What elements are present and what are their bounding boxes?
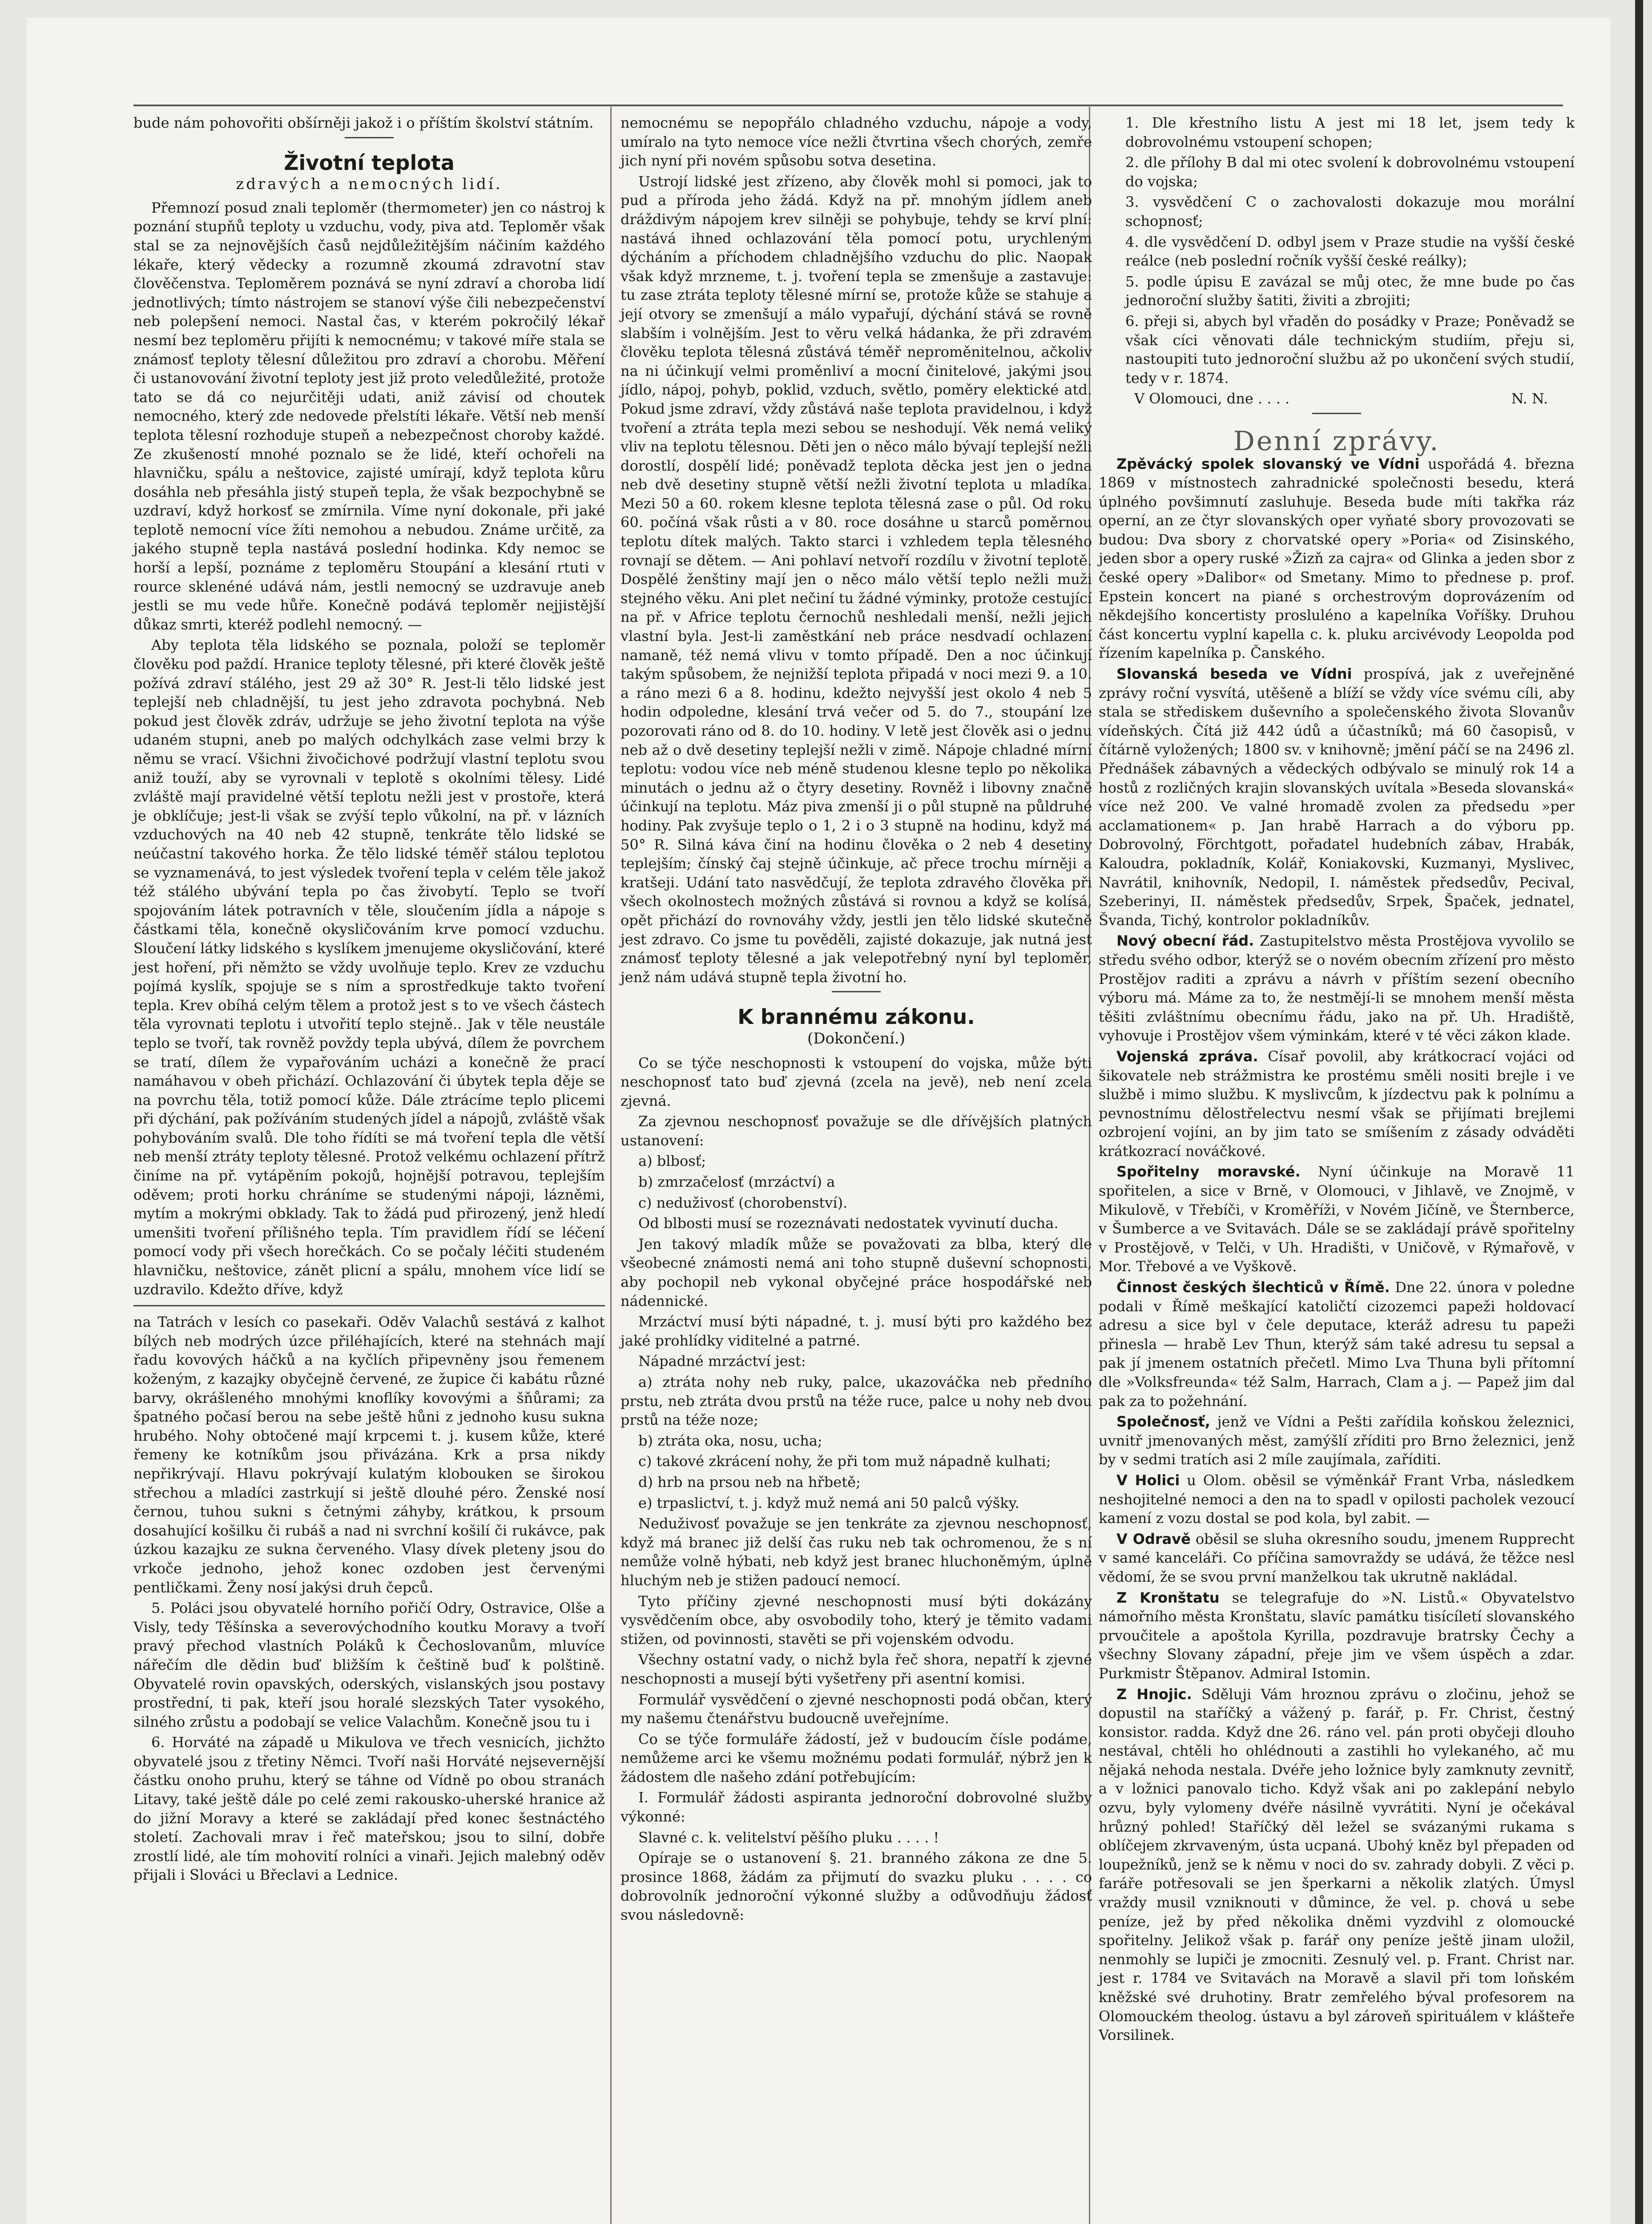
- column-3: [1099, 113, 1575, 2047]
- news-item: [1099, 1685, 1575, 2045]
- paragraph: Mrzáctví musí býti nápadné, t. j. musí býti pro každého bez jaké prohlídky viditelné a patrné.: [621, 1313, 1092, 1349]
- list-item: 6. přeji si, abych byl vřaděn do posádky v Praze; Poněvadž se však cíci věnovati dále technickým studiím, přeju si, nastoupiti tuto jednoroční službu až po ukončení svých studií, tedy v r. 1874.: [1125, 312, 1575, 387]
- news-text: Nyní účinkuje na Moravě 11 spořitelen, a sice v Brně, v Olomouci, v Jihlavě, ve Znojmě, v Mikulově, v Třebíči, v Kroměříži, v Novém Jičíně, ve Šternberce, v Šumberce a ve Svitavách. Dále se se zakládají právě spořitelny v Prostějově, v Telči, v Uh. Hradišti, v Uničově, v Rýmařově, v Mor. Třebové a ve Vyškově.: [1099, 1163, 1575, 1275]
- paragraph: Aby teplota těla lidského se poznala, položí se teploměr člověku pod paždí. Hranice teploty tělesné, při které člověk ještě požívá zdraví stálého, jest 29 až 30° R. Jest-li tělo lidské jest teplejší neb chladnější, tu jest jeho zdravota pochybná. Neb pokud jest člověk zdráv, udržuje se jeho životní teplota na výše udaném stupni, aneb po malých odchylkách zase velmi brzy k němu se vrací. Všichni živočichové podržují vlastní teplotu svou aniž touží, aby se vyrovnali v teplotě s okolními tělesy. Lidé zvláště mají pravidelné větší teplotu nežli jest v prostoře, která je obklíčuje; jest-li však se zvýší teplo vůkolní, na př. v lázních vzduchových na 40 neb 42 stupně, tenkráte tělo lidské se neúčastní takového horka. Že tělo lidské téměř stálou teplotou se vyznamenává, to jest výsledek tvoření tepla v celém těle jakož též stálého ubývání tepla po čas živobytí. Teplo se tvoří spojováním látek potravních v těle, sloučením jídla a nápoje s částkami těla, konečně okysličováním krve pomocí vzduchu. Sloučení látky lidského s kyslíkem jmenujeme okysličování, které jest hoření, při němžto se vždy uvolňuje teplo. Krev ze vzduchu pojímá kyslík, spojuje se s ním a sprostředkuje takto tvoření tepla. Krev obíhá celým tělem a protož jest s to ve všech částech těla vyrovnati teplotu i utvořití teplo stejně.. Jak v těle neustále teplo se tvoří, tak rovněž povždy tepla ubývá, dílem že povrchem se tratí, dílem že vypařováním ucházi a konečně že prací namáhavou v obeh přichází. Ochlazování či úbytek tepla děje se na povrchu těla, totiž pomocí kůže. Dále ztrácíme teplo plicemi při dýchání, pak požíváním studených jídel a nápojů, zvláště však pohybováním svalů. Dle toho řídíti se má tvoření tepla dle větší neb menší ztráty teploty tělesné. Protož velkému ochlazení přítrž činíme na př. vytápěním pokojů, hojnější potravou, teplejším oděvem; proti horku chráníme se studenými nápoji, lázněmi, mytím a mokrými obklady. Tak to žádá pud přirozený, jenž hledí umenšiti tvoření přílišného tepla. Tím pravidlem řídí se léčení pomocí vody při všech horečkách. Co se počaly léčiti studeném hlavničku, neštovice, zánět plicní a spálu, mnohem více lidí se uzdravilo. Kdežto dříve, když: [133, 637, 605, 1298]
- news-item: [1099, 1412, 1575, 1469]
- paragraph: a) blbosť;: [638, 1152, 706, 1170]
- column-2: [621, 113, 1092, 1926]
- news-kicker: V Holici: [1116, 1471, 1180, 1489]
- place-date: V Olomouci, dne . . . .: [1134, 390, 1290, 407]
- list-item: 2. dle přílohy B dal mi otec svolení k dobrovolnému vstoupení do vojska;: [1125, 154, 1575, 190]
- signature-line: [1099, 389, 1575, 408]
- paragraph: Za zjevnou neschopnosť považuje se dle dřívějších platných ustanovení:: [621, 1113, 1092, 1149]
- news-kicker: Z Kronštatu: [1116, 1589, 1220, 1606]
- news-item: [1099, 455, 1575, 663]
- news-kicker: Spořitelny moravské.: [1116, 1163, 1301, 1180]
- paragraph: 5. Poláci jsou obyvatelé horního pořičí Odry, Ostravice, Olše a Visly, tedy Těšínska a severovýchodního koutku Moravy a tvoří pravý přechod vlastních Poláků k Čechoslovanům, mluvíce nářečím dle dědin buď bližším k češtině buď k polštině. Obyvatelé rovin opavských, oderských, vislanských jsou postavy prostřední, ti pak, kteří jsou horalé slezských Tater vysokého, silného zrůstu a podobají se velice Valachům. Konečně jsou tu i: [133, 1600, 605, 1730]
- numbered-list: [1099, 113, 1575, 387]
- paragraph: Jen takový mladík může se považovati za blba, který dle všeobecné známosti nemá ani toho stupně duševní schopnosti, aby pochopil neb vykonal obyčejné práce hospodářské neb nádennické.: [621, 1235, 1092, 1309]
- paragraph: c) takové zkrácení nohy, že při tom muž nápadně kulhati;: [638, 1453, 1051, 1470]
- paragraph: nemocnému se nepopřálo chladného vzduchu, nápoje a vody, umíralo na tyto nemoce více nežli čtvrtina všech chorých, zemře jich nyní při novém spůsobu sotva desetina.: [621, 114, 1092, 169]
- news-item: [1099, 1588, 1575, 1683]
- paragraph: Ustrojí lidské jest zřízeno, aby člověk mohl si pomoci, jak to pud a příroda jeho žádá. Když na př. mnohým jídlem aneb dráždivým nápojem krev silněji se pohybuje, tehdy se krví plní: nastává ihned ochlazování těla pomocí potu, urychleným dýcháním a příchodem chladnějšího vzduchu do plic. Naopak však když mrzneme, t. j. tvoření tepla se zmenšuje a zastavuje: tu zase ztráta teploty tělesné mírní se, protože kůže se stahuje a její otvory se zmenšují a málo vypařují, dýchání stává se rovně slabším i volnějším. Jest to věru velká hádanka, že při zdravém člověku teplota tělesná zůstává téměř neproměnitelnou, ačkoliv na ni účinkují velmi proměnliví a mocní činitelové, jakými jsou jídlo, nápoj, pohyb, poklid, vzduch, světlo, poměry elektické atd. Pokud jsme zdraví, vždy zůstává naše teplota pravidelnou, i když tvoření a ztráta tepla mezi sebou se neshodují. Věk nemá veliký vliv na teplotu tělesnou. Děti jen o něco málo bývají teplejší nežli dorostlí, dospělí lidé; poněvadž teplota děcka jest jen o jedna neb dvě desetiny stupně větší nežli životní teplota u mladíka. Mezi 50 a 60. rokem klesne teplota tělesná zase o půl. Od roku 60. počíná však růsti a v 80. roce dosáhne u starců poměrnou teplotu dítek malých. Takto starci i vzhledem tepla tělesného rovnají se dětem. — Ani pohlaví netvoří rozdílu v životní teplotě. Dospělé ženštiny mají jen o něco málo větší teplo nežli muži stejného věku. Ani plet nečiní tu žádné výminky, protože cestující na př. v Africe teplotu černochů neshledali menší, nežli jejich vlastní byla. Jest-li zaměstkání neb práce nesdvadí ochlazení namaně, též nemá vlivu v tomto případě. Den a noc účinkují takým spůsobem, že nejnižší teplota připadá v noci mezi 9. a 10. a ráno mezi 6 a 8. hodinu, kdežto nejvyšší jest okolo 4 neb 5 hodin odpoledne, klesání trvá večer od 5. do 7., stoupání lze pozorovati ráno od 8. do 10. hodiny. V letě jest člověk asi o jednu neb až o dvě desetiny teplejší nežli v zimě. Nápoje chladné mírní teplotu: vodou více neb méně studenou klesne teplo po několika minutách o jednu až o čtyry desetiny. Rovněž i libovny značně účinkují na teplotu. Máz piva zmenší ji o půl stupně na půldruhé hodiny. Pak zvyšuje teplo o 1, 2 i o 3 stupně na hodinu, když má 50° R. Silná káva činí na hodinu člověka o 2 neb 4 desetiny teplejším; čínský čaj stejně účinkuje, ač přece trochu mírněji a kratšeji. Udání tato nasvědčují, že teplota zdravého člověka při všech okolnostech možných zůstává si rovnou a když se kolísá, opět přichází do rovnováhy vždy, jestli jen tělo lidské skutečně jest zdravo. Co jsme tu pověděli, zajisté dokazuje, jak nutná jest známosť teploty tělesné a jak velepotřebný nyní byl teploměr, jenž nám udává stupně tepla životní ho.: [621, 173, 1092, 986]
- signature: N. N.: [1511, 390, 1548, 407]
- column-1: [133, 113, 605, 1886]
- paragraph: Od blbosti musí se rozeznávati nedostatek vyvinutí ducha.: [638, 1215, 1059, 1232]
- news-kicker: Slovanská beseda ve Vídni: [1116, 665, 1352, 683]
- paragraph: Tyto příčiny zjevné neschopnosti musí býti dokázány vysvědčením obce, aby osvobodily toho, který je těmito vadami stižen, od povinnosti, stavěti se při vojenském odvodu.: [621, 1592, 1092, 1648]
- article-title: Životní teplota: [284, 150, 455, 175]
- news-kicker: Vojenská zpráva.: [1116, 1048, 1258, 1065]
- list-item: 5. podle úpisu E zavázal se můj otec, že mne bude po čas jednoroční služby šatiti, živiti a zbrojiti;: [1125, 273, 1575, 309]
- news-text: prospívá, jak z uveřejněné zprávy roční vysvítá, utěšeně a blíží se vždy více svému cíli, aby stala se střediskem duševního a společenského života Slovanův vídeňských. Čítá již 442 údů a účastníků; má 60 časopisů, v čítárně vyložených; 1800 sv. v knihovně; jmění páčí se na 2496 zl. Přednášek zábavných a vědeckých odbývalo se minulý rok 14 a hostů z rozličných krajin slovanských uvítala »Beseda slovanská« více než 200. Ve valné hromadě zvolen za předsedu »per acclamationem« p. Jan hrabě Harrach a do výboru pp. Dobrovolný, Förchtgott, pořadatel hudebních zábav, Hrabák, Kaloudra, pokladník, Kolář, Koniakovski, Kuzmanyi, Myslivec, Navrátil, knihovník, Nedopil, I. náměstek předsedův, Pecival, Szeberinyi, II. náměstek předsedův, Srpek, Špaček, jednatel, Švanda, Tichý, kontrolor pokladníkův.: [1099, 665, 1575, 929]
- paragraph: I. Formulář žádosti aspiranta jednoroční dobrovolné služby výkonné:: [621, 1789, 1092, 1825]
- column-divider: [610, 107, 612, 2224]
- news-text: Zastupitelstvo města Prostějova vyvolilo se středu svého odbor, kterýž se o novém obecním zřízení pro město Prostějov raditi a zprávu a návrh v příštím sezení obecního výboru má. Máme za to, že nestmějí-li se mnohem menší města těšiti zvláštnímu obecnímu řádu, jako na př. Uh. Hradiště, vyhovuje i Prostějov všem výminkám, které v té věci zákon klade.: [1099, 932, 1575, 1044]
- news-text: Sděluji Vám hroznou zprávu o zločinu, jehož se dopustil na staříčký a vážený p. farář, p. Fr. Christ, čestný konsistor. radda. Když dne 26. ráno vel. pán proti obyčeji dlouho nestával, chtěli ho ohlédnouti a zastihli ho vylekaného, ač mu nějaká nehoda nestala. Dvéře jeho ložnice byly zamknuty zevnitř, a v ložnici panovalo ticho. Když však ani po zaklepání nebylo ozvu, byly vylomeny dvéře násilně vyvrátiti. Nyní je očekával hrůzný pohled! Staříčký děl ležel se svázanými rukama s oblíčejem zkrvaveným, ústa ucpaná. Ubohý kněz byl přepaden od loupežníků, jenž se k němu v noci do sv. zahrady dobyli. Z věci p. faráře potřesovali se jen šperkarni a několik zlatých. Úmysl vraždy musil vzniknouti v důmince, že vel. p. chová u sebe peníze, jež by před několika dněmi vyzdvihl z olomoucké spořitelny. Jelikož však p. farář ony peníze ještě jinam uložil, nenmohly se lupiči je zmocniti. Zesnulý vel. p. Frant. Christ nar. jest r. 1784 ve Svitavách na Moravě a slavil při tom loňském kněžské své druhotiny. Bratr zemřelého býval profesorem na Olomouckém theolog. ústavu a byl zároveň spirituálem v klášteře Vorsilinek.: [1099, 1685, 1575, 2044]
- paragraph: Formulář vysvědčení o zjevné neschopnosti podá občan, který my našemu čtenářstvu budoucně uveřejníme.: [621, 1691, 1092, 1727]
- paragraph: Co se týče formuláře žádostí, jež v budoucím čísle podáme, nemůžeme arci ke všemu možnému podati formulář, nýbrž jen k žádostem dle našeho zdání potřebujícím:: [621, 1730, 1092, 1785]
- paragraph: Přemnozí posud znali teploměr (thermometer) jen co nástroj k poznání stupňů teploty u vzduchu, vody, piva atd. Teploměr však stal se za nejnovějších časů nejdůležitějším náčiním každého lékaře, který vědecky a rozumně zkoumá zdravotní stav člověčenstva. Teploměrem poznává se nyní zdraví a choroba lidí jednotlivých; tímto nástrojem se stanoví výše čili nebezpečenství neb polepšení nemoci. Nastal čas, v kterém pokročilý lékař nesmí bez teploměru přijíti k nemocnému; v takové míře stala se známosť teploty tělesní důležitou pro zdraví a chorobu. Měření či ustanovování životní teploty jest již proto veledůležité, protože tato se dá co nejurčitěji udati, aniž závisí od choutek nemocného, který zde nedovede přelstíti lékaře. Větší neb menší teplota tělesní rozhoduje stupeň a nebezpečnost choroby každé. Ze zkušeností mnohé poznalo se že lidé, kteří ochořeli na hlavničku, spálu a neštovice, zajisté umírají, když teplota kůru dosáhla neb přesáhla jistý stupeň tepla, že však bezpochybně se uzdraví, když horkosť se zmírnila. Víme nyní dokonale, při jaké teplotě nemocní více žíti nemohou a nebudou. Známe určitě, za jakého stupně tepla nastává poslední hodinka. Kdy nemoc se horší a lepší, poznáme z teploměru Stoupání a klesání rtuti v rource sklenéné udává nám, jestli nemocný se uzdravuje aneb jestli se mu vede hůře. Konečně podává teploměr nejjistější důkaz smrti, kteréž podlehl nemocný. —: [133, 199, 605, 633]
- news-text: se telegrafuje do »N. Listů.« Obyvatelstvo námořního města Kronštatu, slavíc památku tisícíletí slovanského prvoučitele a apoštola Kyrilla, pozdravuje bratrsky Čechy a všechny Slovany západní, přeje jim ve všem úspěch a zdar. Purkmistr Štěpanov. Admiral Istomin.: [1099, 1589, 1575, 1682]
- news-text: Císař povolil, aby krátkocrací vojáci od šikovatele neb strážmistra ke prostému směli nositi brejle i ve službě i mimo službu. K myslivcům, k jízdectvu pak k polnímu a pevnostnímu dělostřelectvu nesmí však se přijímati brejlemi ozbrojení vojíni, an by jim tato se smíšením z zásady odváděti krátkozrací nováčkové.: [1099, 1048, 1575, 1160]
- news-item: [1099, 665, 1575, 930]
- section-title: Denní zprávy.: [1233, 425, 1440, 457]
- news-text: uspořádá 4. března 1869 v místnostech zahradnické společnosti besedu, která úplného povšimnutí zasluhuje. Beseda bude míti takřka ráz operní, an ze čtyr slovanských oper vyňaté sbory provozovati se budou: Dva sbory z chorvatské opery »Poria« od Zisinského, jeden sbor a opery ruské »Žizň za cajra« od Glinka a jeden sbor z české opery »Dalibor« od Smetany. Mimo to přednese p. prof. Epstein koncert na piané s orchestrovým doprovázením od někdejšího koncertisty prosluléno a kapelníka Voříšky. Druhou část koncertu vyplní kapella c. k. pluku arcivévody Leopolda pod řízením kapelníka p. Čanského.: [1099, 455, 1575, 662]
- news-kicker: Nový obecní řád.: [1116, 932, 1254, 950]
- paragraph: b) zmrzačelosť (mrzáctví) a: [638, 1173, 835, 1191]
- paragraph: Opíraje se o ustanovení §. 21. branného zákona ze dne 5. prosince 1868, žádám za přijmutí do svazku pluku . . . . co dobrovolník jednoroční výkonné služby a odůvodňuju žádosť svou následovně:: [621, 1849, 1092, 1924]
- news-item: [1099, 931, 1575, 1045]
- news-kicker: Společnosť,: [1116, 1413, 1210, 1430]
- paragraph: Co se týče neschopnosti k vstoupení do vojska, může býti neschopnosť tato buď zjevná (zcela na jevě), neb není zcela zjevná.: [621, 1054, 1092, 1109]
- paragraph: Všechny ostatní vady, o nichž byla řeč shora, nepatří k zjevné neschopnosti a musejí býti vyšetřeny při asentní komisi.: [621, 1651, 1092, 1687]
- paragraph: 6. Horváté na západě u Mikulova ve třech vesnicích, jichžto obyvatelé jsou z třetiny Němci. Tvoří naši Horváté nejsevernější částku onoho pruhu, který se táhne od Vídně po obou stranách Litavy, také ještě dále po celé zemi rakousko-uherské hranice až do jižní Moravy a které se zakládají před konec šestnáctého století. Zachovali mrav i řeč mateřskou; jsou to silní, dobře zrostlí lidé, ale tím mohovití rolníci a vinaři. Jejich malebný oděv přijali i Slováci u Břeclavi a Lednice.: [133, 1734, 605, 1884]
- news-text: Dne 22. února v poledne podali v Římě meškající katoličtí cizozemci papeži holdovací adresu a sice byl v čele deputace, kteráž adresu tu papeži přinesla — hrabě Lev Thun, kterýž sám také adresu tu sepsal a pak jí jmenem ostatních přečetl. Mimo Lva Thuna byli přítomní dle »Volksfreunda« též Salm, Harrach, Clam a j. — Papež jim dal pak za to požehnání.: [1099, 1279, 1575, 1410]
- news-text: u Olom. oběsil se výměnkář Frant Vrba, následkem neshojitelné nemoci a den na to spadl v opilosti pacholek vezoucí kamení z vozu dostal se pod kola, byl zabit. —: [1099, 1471, 1575, 1527]
- paragraph: na Tatrách v lesích co pasekaři. Oděv Valachů sestává z kalhot bílých neb modrých úzce přiléhajících, které na stehnách mají řadu kovových háčků a na kyčlích připevněny jsou řemenem koženým, z kazajky obyčejně červené, ze župice či kabátu různé barvy, okrášleného mnohými knoflíky kovovými a šňůrami; za špatného počasí berou na sebe ještě hůni z jednoho kusu sukna hrubého. Nohy obtočené mají krpcemi t. j. kusem kůže, které řemeny ke kotníkům jsou přivázána. Krk a prsa nikdy nepřikrývají. Hlavu pokrývají kulatým klobouken se širokou střechou a mladíci zastrkují si ještě dlouhé péro. Ženské nosí černou, tuhou sukni s četnými záhyby, krátkou, k prsoum dosahující košilku či rubáš a nad ni svrchní košilí či rukávce, pak úzkou kazajku ze sukna červeného. Vlasy dívek pleteny jsou do vrkoče jednoho, jehož konec ozdoben jest červenými pentličkami. Ženy nosí jakýsi druh čepců.: [133, 1313, 605, 1596]
- list-item: 3. vysvědčení C o zachovalosti dokazuje mou morální schopnosť;: [1125, 193, 1575, 230]
- article-title: K brannému zákonu.: [737, 1005, 975, 1029]
- paragraph: b) ztráta oka, nosu, ucha;: [638, 1432, 822, 1449]
- news-text: oběsil se sluha okresního soudu, jmenem Rupprecht v samé kanceláři. Co příčina samovraždy se udává, že těžce nesl vědomí, že se svou první manželkou tak ukrutně nakládal.: [1099, 1530, 1575, 1585]
- news-kicker: Činnost českých šlechticů v Římě.: [1116, 1279, 1390, 1296]
- page-edge-shadow: [1635, 0, 1643, 2224]
- news-text: jenž ve Vídni a Pešti zařídila koňskou železnici, uvnitř jmenovaných měst, zamýšlí zříditi pro Brno železnici, jenž by v sedmi tratích asi 2 míle zaujímala, zaříditi.: [1099, 1413, 1575, 1468]
- news-list: [1099, 455, 1575, 2045]
- rule: [345, 137, 394, 138]
- news-item: [1099, 1530, 1575, 1587]
- news-kicker: Z Hnojic.: [1116, 1685, 1192, 1703]
- paragraph: d) hrb na prsou neb na hřbetě;: [638, 1473, 861, 1491]
- news-item: [1099, 1162, 1575, 1276]
- rule: [133, 1305, 605, 1306]
- news-item: [1099, 1278, 1575, 1410]
- news-item: [1099, 1047, 1575, 1161]
- news-kicker: Zpěvácký spolek slovanský ve Vídni: [1116, 455, 1420, 472]
- paragraph: a) ztráta nohy neb ruky, palce, ukazováčka neb předního prstu, neb ztráta dvou prstů na téže ruce, palce u nohy neb dvou prstů na téže noze;: [621, 1374, 1092, 1429]
- rule: [1312, 413, 1361, 414]
- article-subtitle: zdravých a nemocných lidí.: [236, 175, 503, 193]
- top-rule: [133, 105, 1563, 106]
- article-subtitle: (Dokončení.): [807, 1029, 905, 1048]
- paragraph: Nápadné mrzáctví jest:: [638, 1353, 806, 1370]
- list-item: 4. dle vysvědčení D. odbyl jsem v Praze studie na vyšší české reálce (neb poslední ročník vyšší české reálky);: [1125, 233, 1575, 270]
- news-kicker: V Odravě: [1116, 1530, 1191, 1547]
- rule: [832, 991, 881, 992]
- paragraph: c) neduživosť (chorobenství).: [638, 1194, 848, 1211]
- paragraph: e) trpaslictví, t. j. když muž nemá ani 50 palců výšky.: [638, 1494, 1019, 1511]
- list-item: 1. Dle křestního listu A jest mi 18 let, jsem tedy k dobrovolnému vstoupení schopen;: [1125, 114, 1575, 150]
- paragraph: Slavné c. k. velitelství pěšího pluku . . . . !: [638, 1829, 939, 1846]
- paragraph: Neduživosť považuje se jen tenkráte za zjevnou neschopnosť, když má branec již delší čas ruku neb tak ochromenou, že s ní nemůže volně hýbati, neb když jest branec hluchoněmým, úplně hluchým neb je stižen padoucí nemocí.: [621, 1515, 1092, 1589]
- intro-text: bude nám pohovořiti obšírněji jakož i o příštím školství státním.: [133, 114, 594, 131]
- news-item: [1099, 1471, 1575, 1528]
